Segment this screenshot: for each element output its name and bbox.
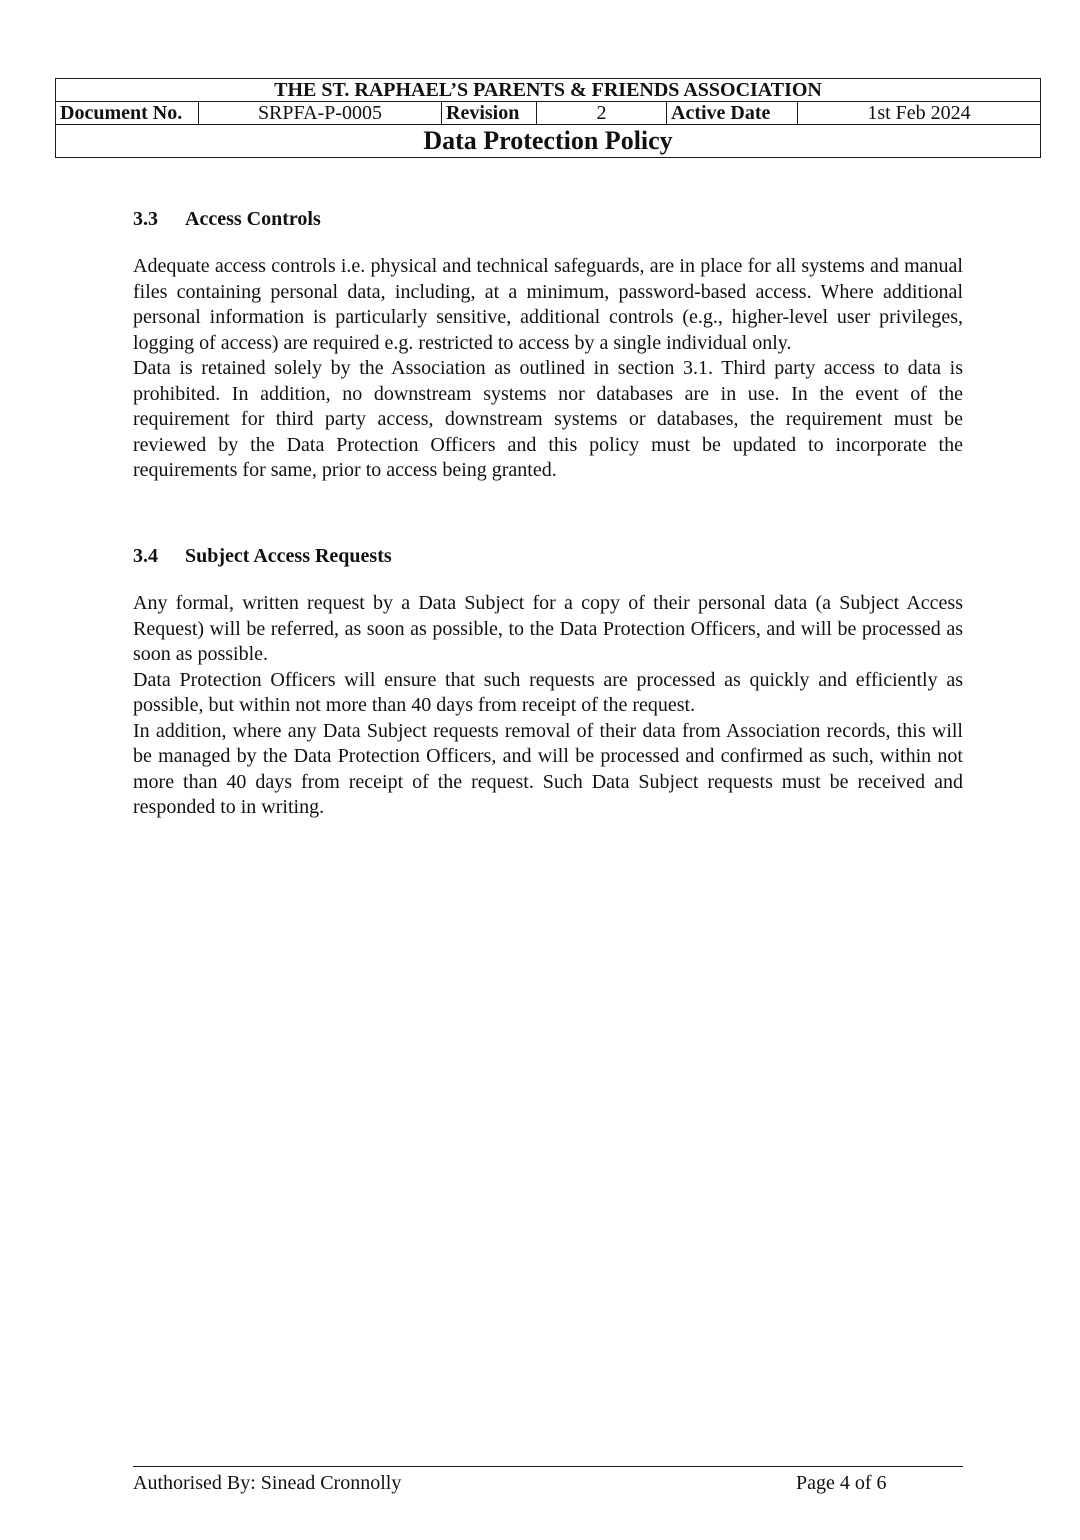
policy-title: Data Protection Policy [56, 125, 1041, 158]
revision-label: Revision [442, 102, 537, 125]
paragraph: In addition, where any Data Subject requests removal of their data from Association records, this will be managed by the Data Protection Officers, and will be processed and confirmed as such, within not more than 40 days from receipt of the request. Such Data Subject requests must be received and responded to in writing. [133, 719, 963, 818]
section-title: Subject Access Requests [185, 545, 392, 567]
section-access-controls [133, 206, 963, 484]
section-number: 3.3 [133, 208, 158, 230]
paragraph: Adequate access controls i.e. physical and technical safeguards, are in place for all systems and manual files containing personal data, including, at a minimum, password-based access. Where additional personal information is particularly sensitive, additional controls (e.g., higher-level user privileges, logging of access) are required e.g. restricted to access by a single individual only. [133, 255, 963, 354]
active-date-value: 1st Feb 2024 [798, 102, 1041, 125]
document-no-value: SRPFA-P-0005 [199, 102, 442, 125]
section-heading [133, 543, 963, 569]
section-title: Access Controls [185, 208, 321, 230]
paragraph: Any formal, written request by a Data Subject for a copy of their personal data (a Subject Access Request) will be referred, as soon as possible, to the Data Protection Officers, and will be processed as soon as possible. [133, 592, 963, 665]
revision-value: 2 [537, 102, 667, 125]
footer-authorised-by: Authorised By: Sinead Cronnolly [133, 1472, 402, 1494]
organization-name: THE ST. RAPHAEL’S PARENTS & FRIENDS ASSOCIATION [56, 79, 1041, 102]
paragraph: Data is retained solely by the Association as outlined in section 3.1. Third party access to data is prohibited. In addition, no downstream systems nor databases are in use. In the event of the requirement for third party access, downstream systems or databases, the requirement must be reviewed by the Data Protection Officers and this policy must be updated to incorporate the requirements for same, prior to access being granted. [133, 357, 963, 481]
section-number: 3.4 [133, 545, 158, 567]
section-subject-access-requests [133, 543, 963, 821]
footer-divider [133, 1466, 963, 1467]
paragraph: Data Protection Officers will ensure that such requests are processed as quickly and efficiently as possible, but within not more than 40 days from receipt of the request. [133, 668, 963, 716]
document-no-label: Document No. [56, 102, 199, 125]
section-heading [133, 206, 963, 232]
active-date-label: Active Date [667, 102, 798, 125]
footer-page-number: Page 4 of 6 [796, 1472, 887, 1494]
document-header-table [55, 78, 1041, 158]
